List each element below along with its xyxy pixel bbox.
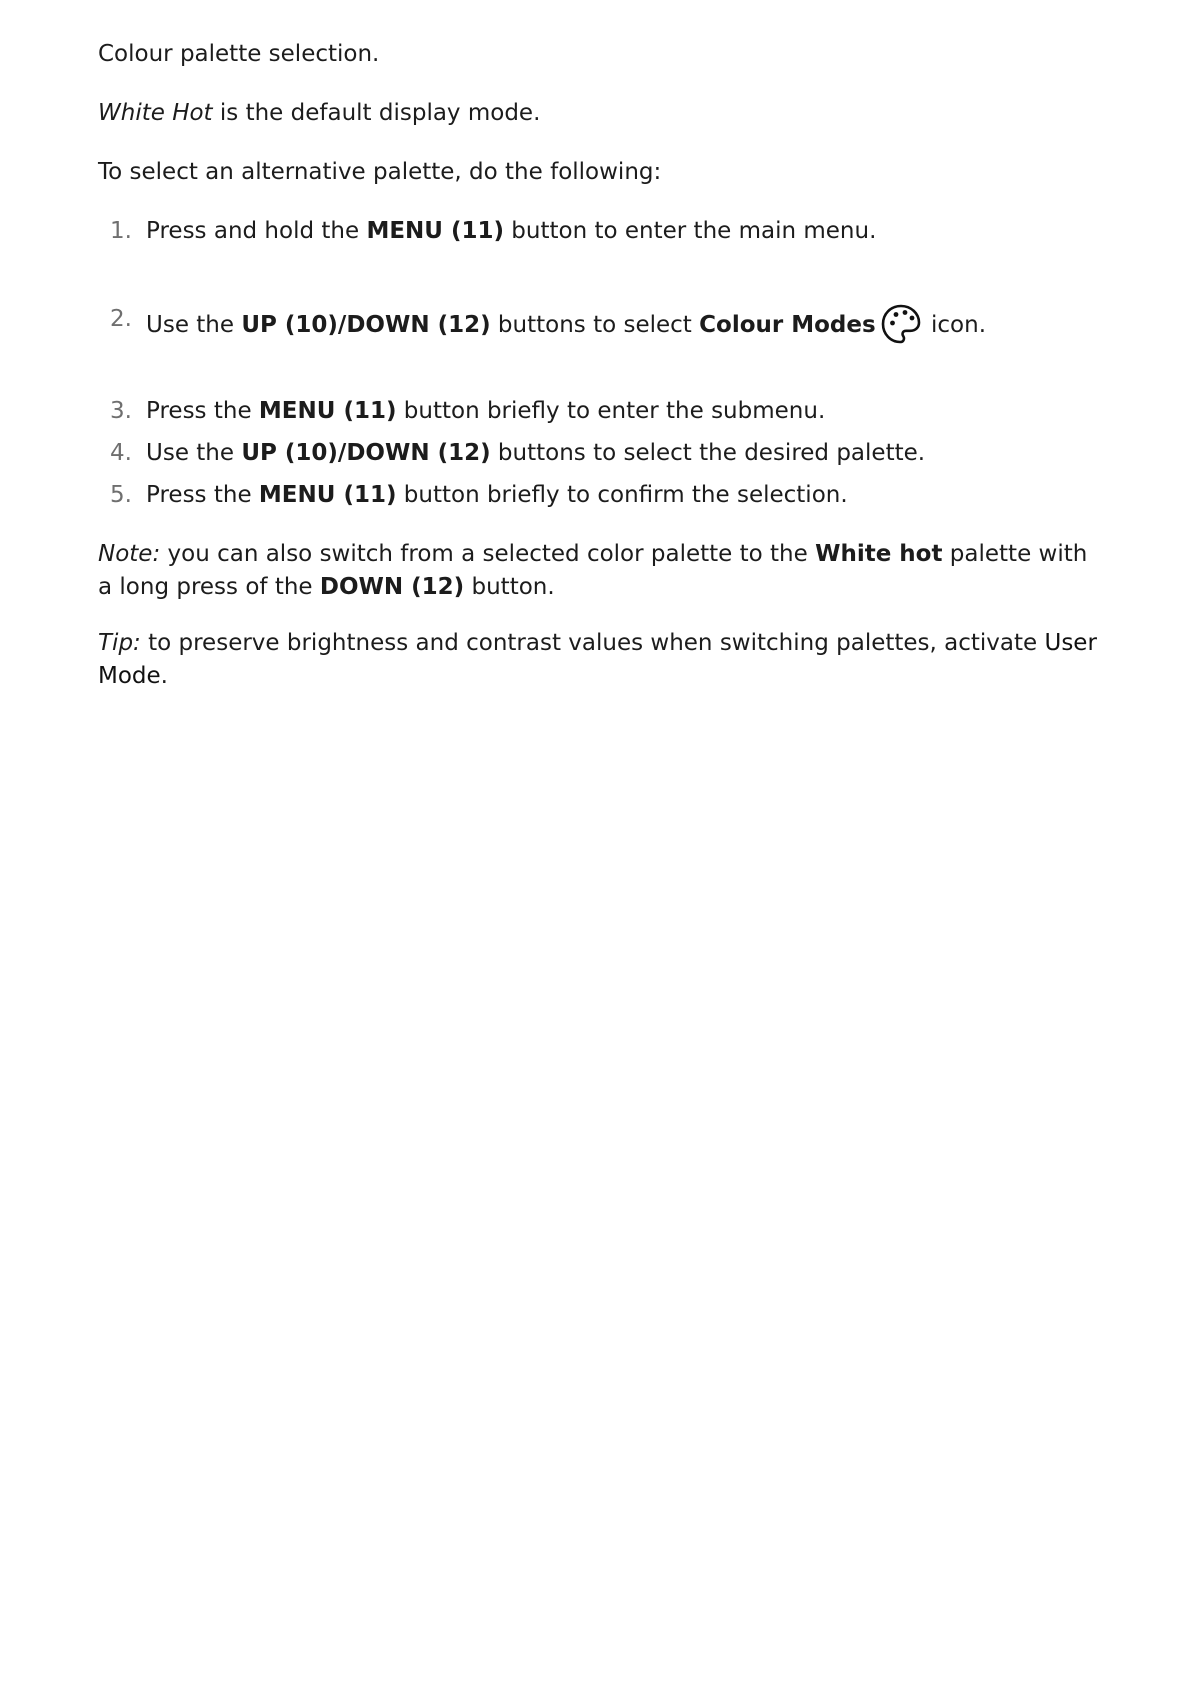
step-text — [146, 437, 925, 470]
step-text-post: button briefly to confirm the selection. — [396, 482, 848, 508]
note-text-pre: you can also switch from a selected color palette to the — [160, 541, 816, 567]
button-name: UP (10)/DOWN (12) — [241, 312, 491, 338]
step-4 — [98, 437, 1098, 470]
step-text-pre: Press the — [146, 398, 259, 424]
step-text — [146, 215, 876, 248]
default-mode-name: White Hot — [98, 100, 213, 126]
step-text-post: icon. — [923, 312, 987, 338]
tip-label: Tip: — [98, 630, 141, 656]
step-number: 4. — [110, 440, 132, 466]
default-mode-text — [98, 97, 1098, 130]
step-text-post: button to enter the main menu. — [504, 218, 877, 244]
step-text-pre: Press the — [146, 482, 259, 508]
step-number: 5. — [110, 482, 132, 508]
note-text-mid: palette with a long press of the — [98, 541, 1088, 600]
step-1 — [98, 215, 1098, 248]
step-text-mid: buttons to select — [490, 312, 700, 338]
button-name: MENU (11) — [258, 482, 397, 508]
button-name: UP (10)/DOWN (12) — [241, 440, 491, 466]
step-5 — [98, 479, 1098, 512]
step-text — [146, 303, 986, 345]
button-name: MENU (11) — [258, 398, 397, 424]
tip-text-post: . — [160, 663, 168, 689]
step-text-pre: Use the — [146, 312, 242, 338]
step-text — [146, 395, 825, 428]
tip-paragraph — [98, 627, 1098, 693]
step-text-pre: Use the — [146, 440, 242, 466]
button-name: MENU (11) — [366, 218, 504, 244]
palette-icon — [880, 303, 922, 345]
step-text-pre: Press and hold the — [146, 218, 367, 244]
step-3 — [98, 395, 1098, 428]
tip-text-pre: to preserve brightness and contrast values when switching palettes, activate — [140, 630, 1045, 656]
user-mode-link[interactable]: User Mode — [98, 630, 1097, 689]
step-text-post: button briefly to enter the submenu. — [396, 398, 826, 424]
button-name: DOWN (12) — [319, 574, 465, 600]
step-2 — [98, 303, 1098, 336]
instruction-text: To select an alternative palette, do the following: — [98, 159, 662, 185]
section-heading: Colour palette selection. — [98, 41, 380, 67]
note-label: Note: — [98, 541, 161, 567]
menu-name: Colour Modes — [699, 312, 876, 338]
step-text-post: buttons to select the desired palette. — [490, 440, 926, 466]
note-text-post: button. — [464, 574, 555, 600]
step-number: 2. — [110, 306, 132, 332]
default-mode-rest: is the default display mode. — [212, 100, 541, 126]
step-text — [146, 479, 848, 512]
step-number: 3. — [110, 398, 132, 424]
palette-name: White hot — [815, 541, 943, 567]
step-number: 1. — [110, 218, 132, 244]
note-paragraph — [98, 538, 1098, 604]
